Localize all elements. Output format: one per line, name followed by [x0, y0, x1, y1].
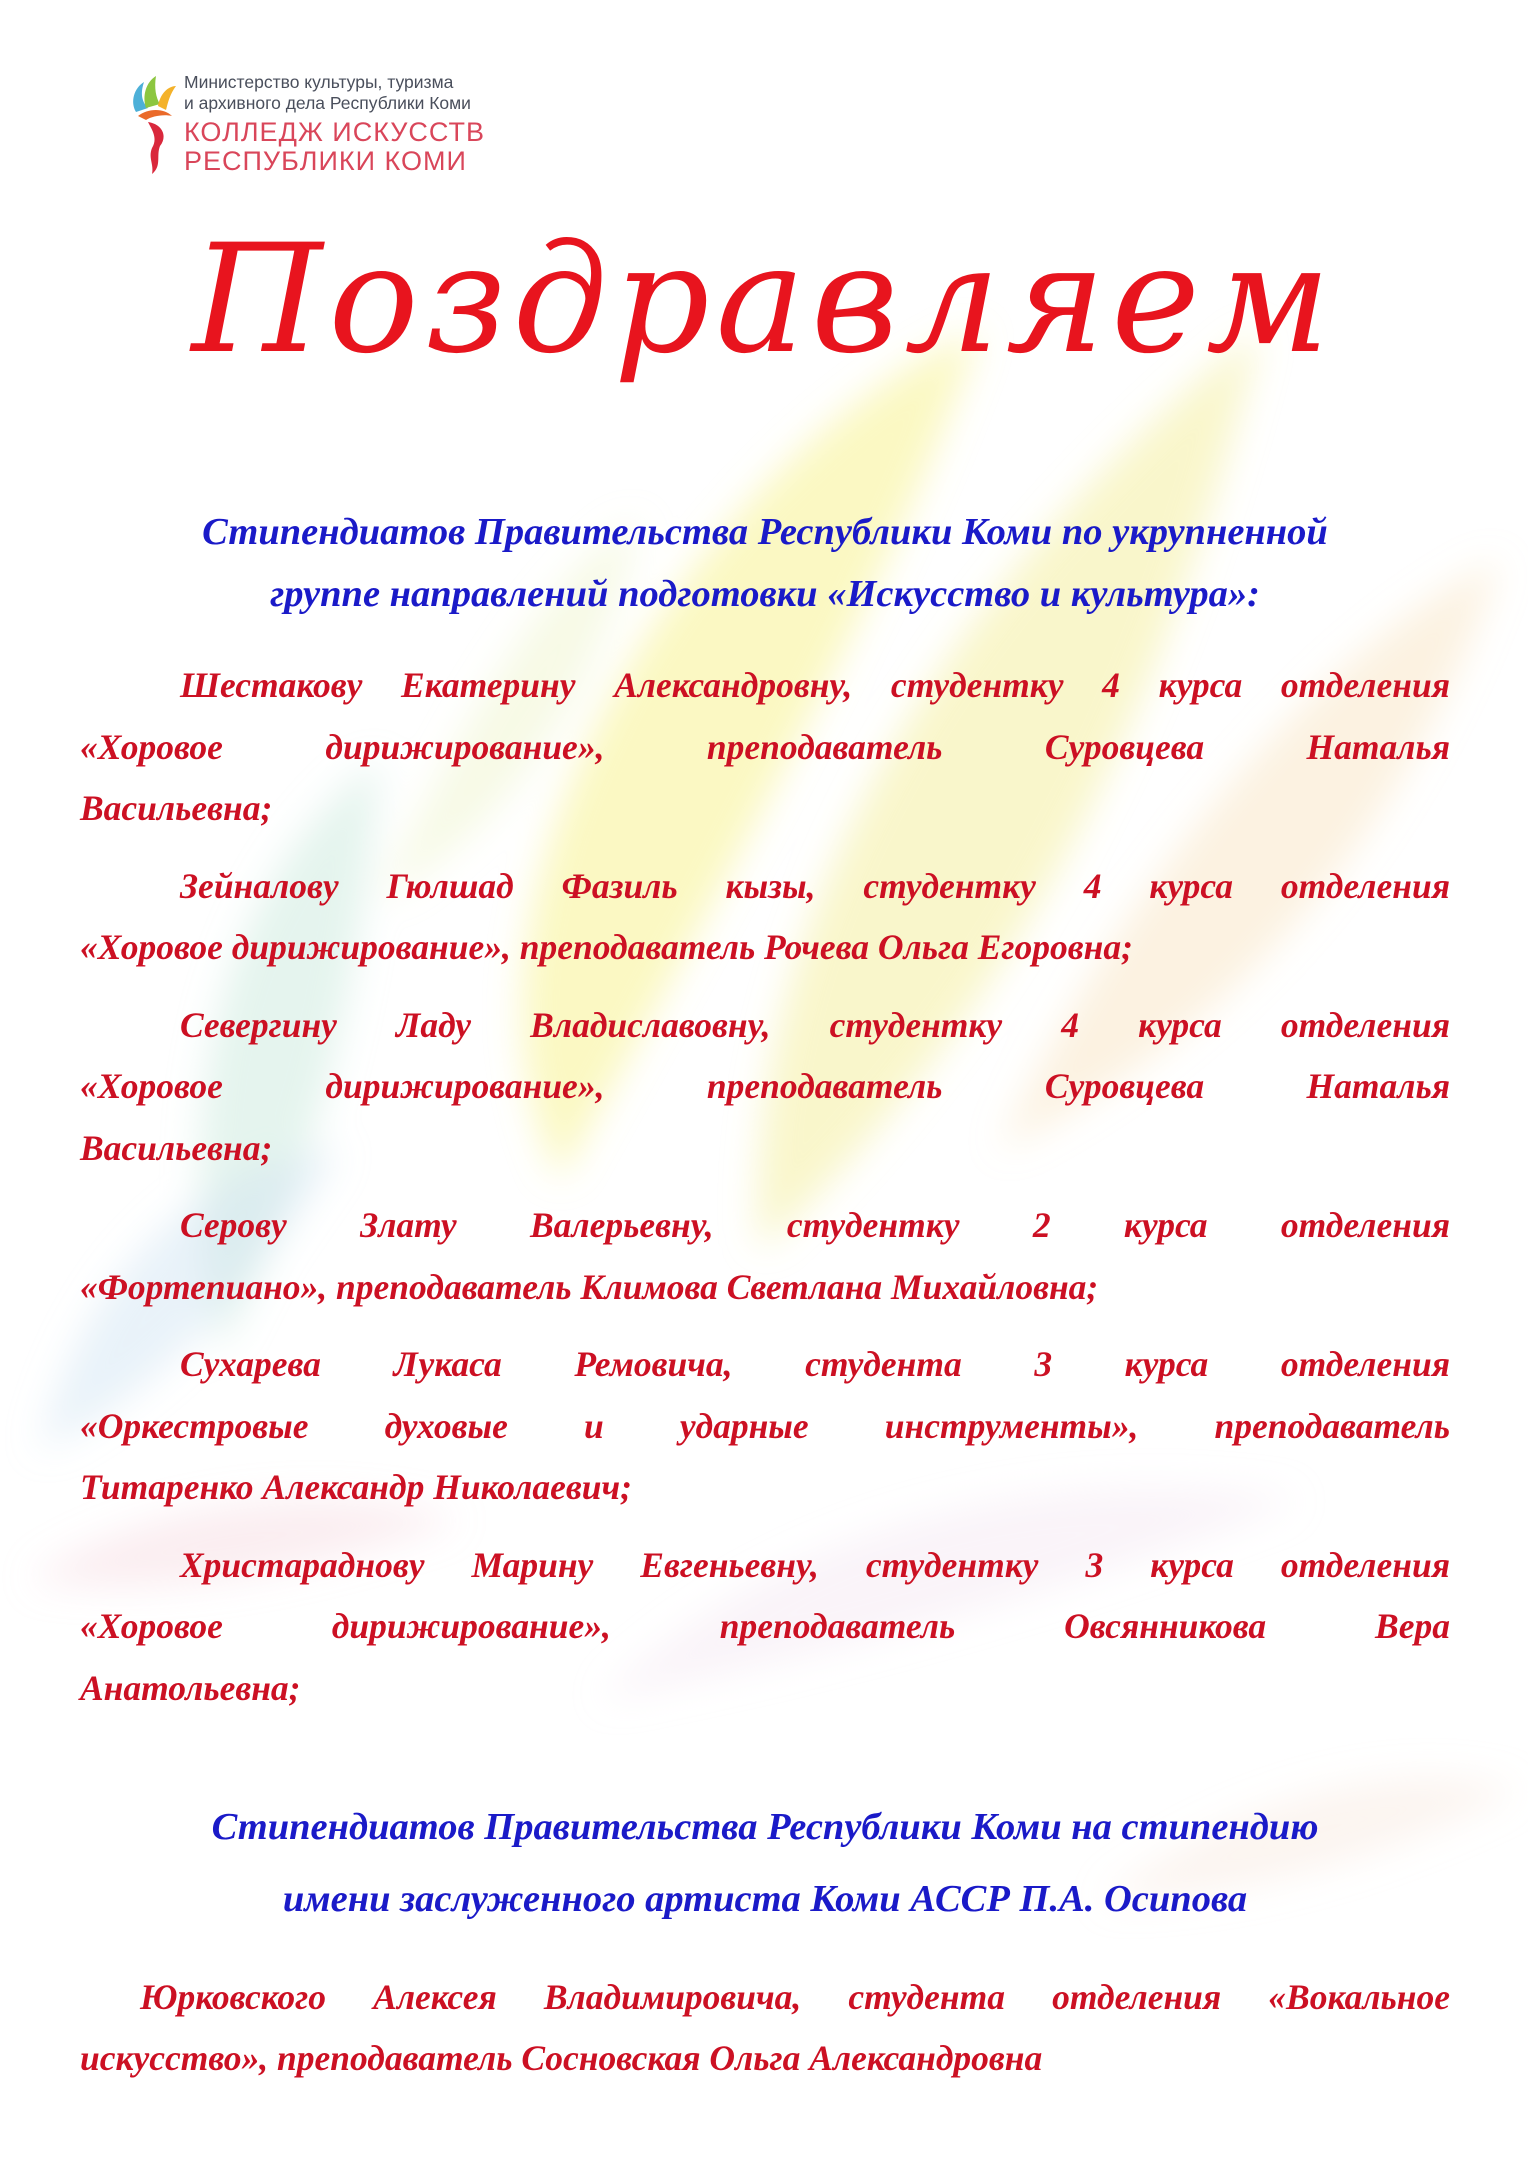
scholar-list — [80, 655, 1450, 1735]
college-logo — [128, 72, 528, 182]
entry-line: Шестакову Екатерину Александровну, студентку 4 курса отделения — [180, 665, 1450, 705]
college-line: РЕСПУБЛИКИ КОМИ — [184, 146, 467, 176]
scholar-entry — [80, 1535, 1450, 1720]
scholar-entry — [80, 1967, 1450, 2089]
flame-logo-icon — [128, 72, 178, 177]
entry-line: Анатольевна; — [80, 1667, 301, 1708]
college-line: КОЛЛЕДЖ ИСКУССТВ — [184, 117, 485, 147]
entry-line: «Хоровое дирижирование», преподаватель Суровцева Наталья — [80, 726, 1450, 767]
entry-line: «Хоровое дирижирование», преподаватель Суровцева Наталья — [80, 1066, 1450, 1106]
entry-line: Севергину Ладу Владиславовну, студентку 4 курса отделения — [180, 1004, 1450, 1045]
ministry-name — [184, 72, 544, 114]
entry-line: Васильевна; — [80, 788, 273, 828]
scholar-entry — [80, 856, 1450, 979]
ministry-line: и архивного дела Республики Коми — [184, 93, 471, 113]
entry-line: «Хоровое дирижирование», преподаватель Рочева Ольга Егоровна; — [80, 927, 1133, 967]
entry-line: Юрковского Алексея Владимировича, студента отделения «Вокальное — [140, 1977, 1450, 2017]
osipov-scholar — [80, 1967, 1450, 2105]
entry-line: Христараднову Марину Евгеньевну, студентку 3 курса отделения — [180, 1544, 1450, 1585]
entry-line: искусство», преподаватель Сосновская Ольга Александровна — [80, 2038, 1043, 2078]
entry-line: Титаренко Александр Николаевич; — [80, 1467, 632, 1507]
heading-line: группе направлений подготовки «Искусство и культура»: — [270, 573, 1260, 615]
scholar-entry — [80, 995, 1450, 1180]
entry-line: «Фортепиано», преподаватель Климова Светлана Михайловна; — [80, 1266, 1099, 1307]
ministry-line: Министерство культуры, туризма — [184, 72, 454, 92]
scholar-entry — [80, 655, 1450, 840]
entry-line: Васильевна; — [80, 1127, 273, 1168]
page-title: Поздравляем — [191, 213, 1337, 387]
heading-line: Стипендиатов Правительства Республики Коми на стипендию — [211, 1806, 1319, 1848]
entry-line: Сухарева Лукаса Ремовича, студента 3 курса отделения — [180, 1344, 1450, 1384]
entry-line: «Оркестровые духовые и ударные инструменты», преподаватель — [80, 1405, 1450, 1446]
section-heading-government-scholars — [80, 501, 1450, 625]
scholar-entry — [80, 1195, 1450, 1318]
heading-line: Стипендиатов Правительства Республики Коми по укрупненной — [202, 511, 1328, 553]
entry-line: «Хоровое дирижирование», преподаватель Овсянникова Вера — [80, 1606, 1450, 1646]
entry-line: Серову Злату Валерьевну, студентку 2 курса отделения — [180, 1205, 1450, 1245]
entry-line: Зейналову Гюлшад Фазиль кызы, студентку 4 курса отделения — [180, 865, 1450, 906]
section-heading-osipov-scholarship — [80, 1791, 1450, 1935]
college-name — [184, 118, 544, 176]
heading-line: имени заслуженного артиста Коми АССР П.А. Осипова — [282, 1878, 1248, 1920]
scholar-entry — [80, 1334, 1450, 1519]
